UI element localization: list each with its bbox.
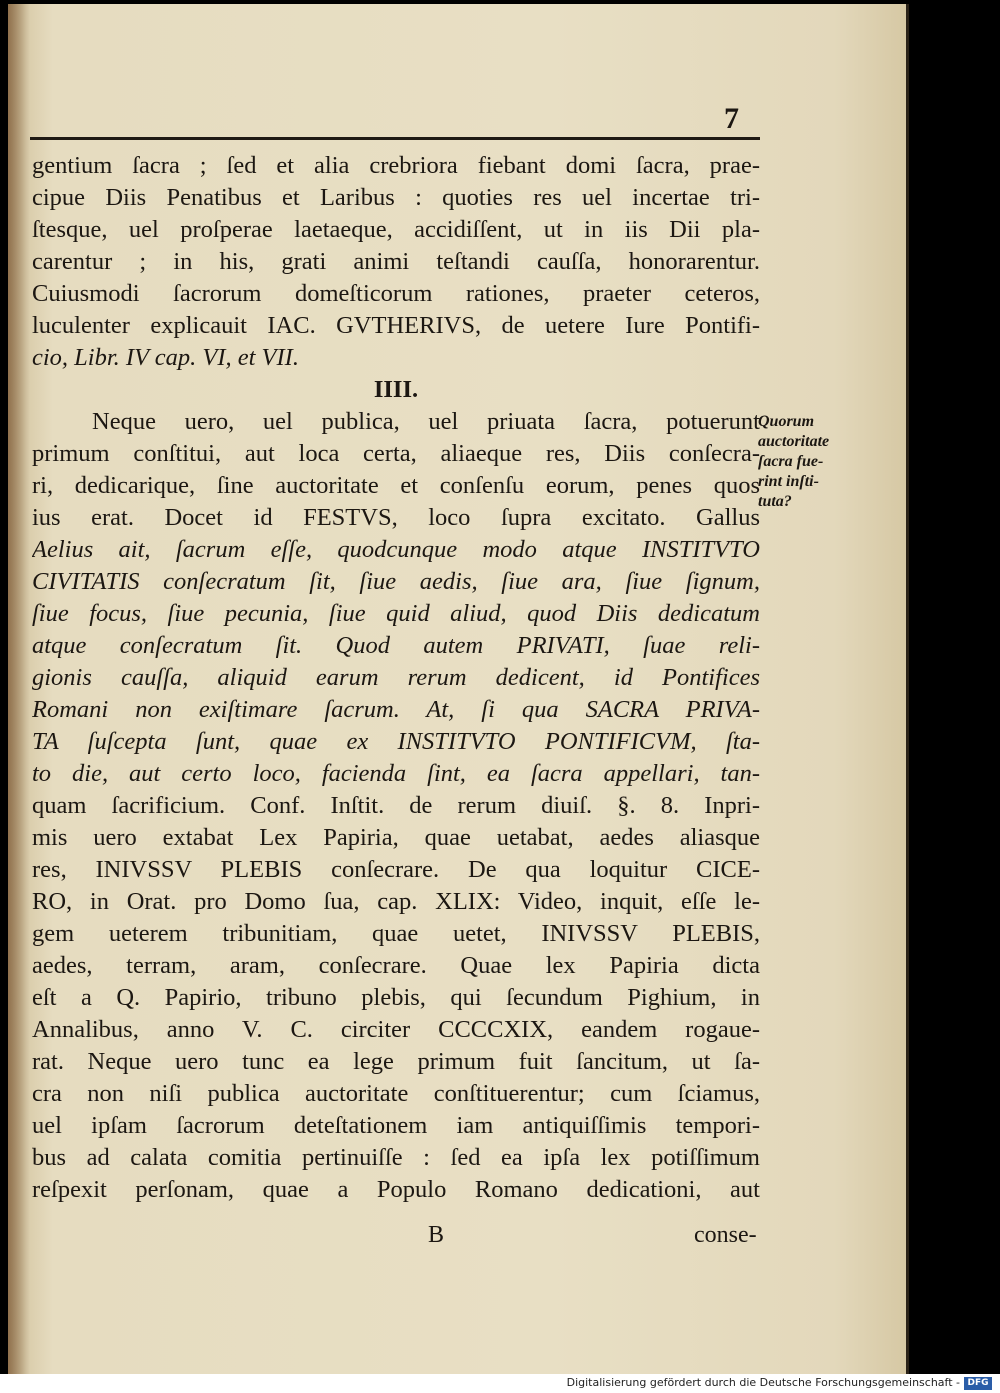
header-rule — [30, 137, 760, 140]
page-number: 7 — [724, 102, 739, 135]
marginal-note-line: Quorum — [758, 413, 815, 430]
text-line: ius erat. Docet id FESTVS, loco ſupra excitato. Gallus — [32, 504, 760, 531]
text-line: reſpexit perſonam, quae a Populo Romano dedicationi, aut — [32, 1176, 760, 1203]
text-line: ri, dedicarique, ſine auctoritate et conſenſu eorum, penes quos — [32, 472, 760, 499]
text-line: mis uero extabat Lex Papiria, quae uetabat, aedes aliasque — [32, 824, 760, 851]
text-line: res, INIVSSV PLEBIS conſecrare. De qua loquitur CICE- — [32, 856, 760, 883]
text-line: gentium ſacra ; ſed et alia crebriora fiebant domi ſacra, prae- — [32, 152, 760, 179]
text-line: cipue Diis Penatibus et Laribus : quoties res uel incertae tri- — [32, 184, 760, 211]
footer-bar — [0, 1374, 1000, 1393]
text-line: primum conſtitui, aut loca certa, aliaeque res, Diis conſecra- — [32, 440, 760, 467]
text-line: to die, aut certo loco, facienda ſint, ea ſacra appellari, tan- — [32, 760, 760, 787]
main-text — [32, 150, 760, 1206]
text-line: RO, in Orat. pro Domo ſua, cap. XLIX: Video, inquit, eſſe le- — [32, 888, 760, 915]
text-line: rat. Neque uero tunc ea lege primum fuit ſancitum, ut ſa- — [32, 1048, 760, 1075]
text-line: quam ſacrificium. Conf. Inſtit. de rerum diuiſ. §. 8. Inpri- — [32, 792, 760, 819]
text-line: aedes, terram, aram, conſecrare. Quae lex Papiria dicta — [32, 952, 760, 979]
marginal-note-line: ſacra fue- — [758, 453, 824, 470]
catchword: conse- — [694, 1222, 757, 1248]
book-page — [8, 4, 909, 1374]
marginal-note — [758, 412, 868, 512]
text-line: Romani non exiſtimare ſacrum. At, ſi qua SACRA PRIVA- — [32, 696, 760, 723]
text-line: ſtesque, uel proſperae laetaeque, accidiſſent, ut in iis Dii pla- — [32, 216, 760, 243]
text-line: Annalibus, anno V. C. circiter CCCCXIX, eandem rogaue- — [32, 1016, 760, 1043]
text-line: cra non niſi publica auctoritate conſtituerentur; cum ſciamus, — [32, 1080, 760, 1107]
text-line: CIVITATIS conſecratum ſit, ſiue aedis, ſiue ara, ſiue ſignum, — [32, 568, 760, 595]
text-line: ſiue focus, ſiue pecunia, ſiue quid aliud, quod Diis dedicatum — [32, 600, 760, 627]
text-line: gionis cauſſa, aliquid earum rerum dedicent, id Pontifices — [32, 664, 760, 691]
marginal-note-line: auctoritate — [758, 433, 830, 450]
text-line: TA ſuſcepta ſunt, quae ex INSTITVTO PONTIFICVM, ſta- — [32, 728, 760, 755]
text-line: luculenter explicauit IAC. GVTHERIVS, de uetere Iure Pontifi- — [32, 312, 760, 339]
text-line: eſt a Q. Papirio, tribuno plebis, qui ſecundum Pighium, in — [32, 984, 760, 1011]
text-line: gem ueterem tribunitiam, quae uetet, INIVSSV PLEBIS, — [32, 920, 760, 947]
text-line: carentur ; in his, grati animi teſtandi cauſſa, honorarentur. — [32, 248, 760, 275]
signature-mark: B — [428, 1222, 445, 1248]
text-line: bus ad calata comitia pertinuiſſe : ſed ea ipſa lex potiſſimum — [32, 1144, 760, 1171]
text-line: Cuiusmodi ſacrorum domeſticorum rationes, praeter ceteros, — [32, 280, 760, 307]
text-line: uel ipſam ſacrorum deteſtationem iam antiquiſſimis tempori- — [32, 1112, 760, 1139]
text-line: Aelius ait, ſacrum eſſe, quodcunque modo atque INSTITVTO — [32, 536, 760, 563]
dfg-logo[interactable]: DFG — [964, 1377, 992, 1390]
marginal-note-line: tuta? — [758, 493, 792, 510]
text-line: atque conſecratum ſit. Quod autem PRIVATI, ſuae reli- — [32, 632, 760, 659]
marginal-note-line: rint inſti- — [758, 473, 819, 490]
funding-notice: Digitalisierung gefördert durch die Deutsche Forschungsgemeinschaft - — [566, 1376, 960, 1389]
section-heading: IIII. — [373, 376, 419, 403]
text-line: Neque uero, uel publica, uel priuata ſacra, potuerunt — [92, 408, 760, 435]
text-line: cio, Libr. IV cap. VI, et VII. — [32, 344, 299, 371]
